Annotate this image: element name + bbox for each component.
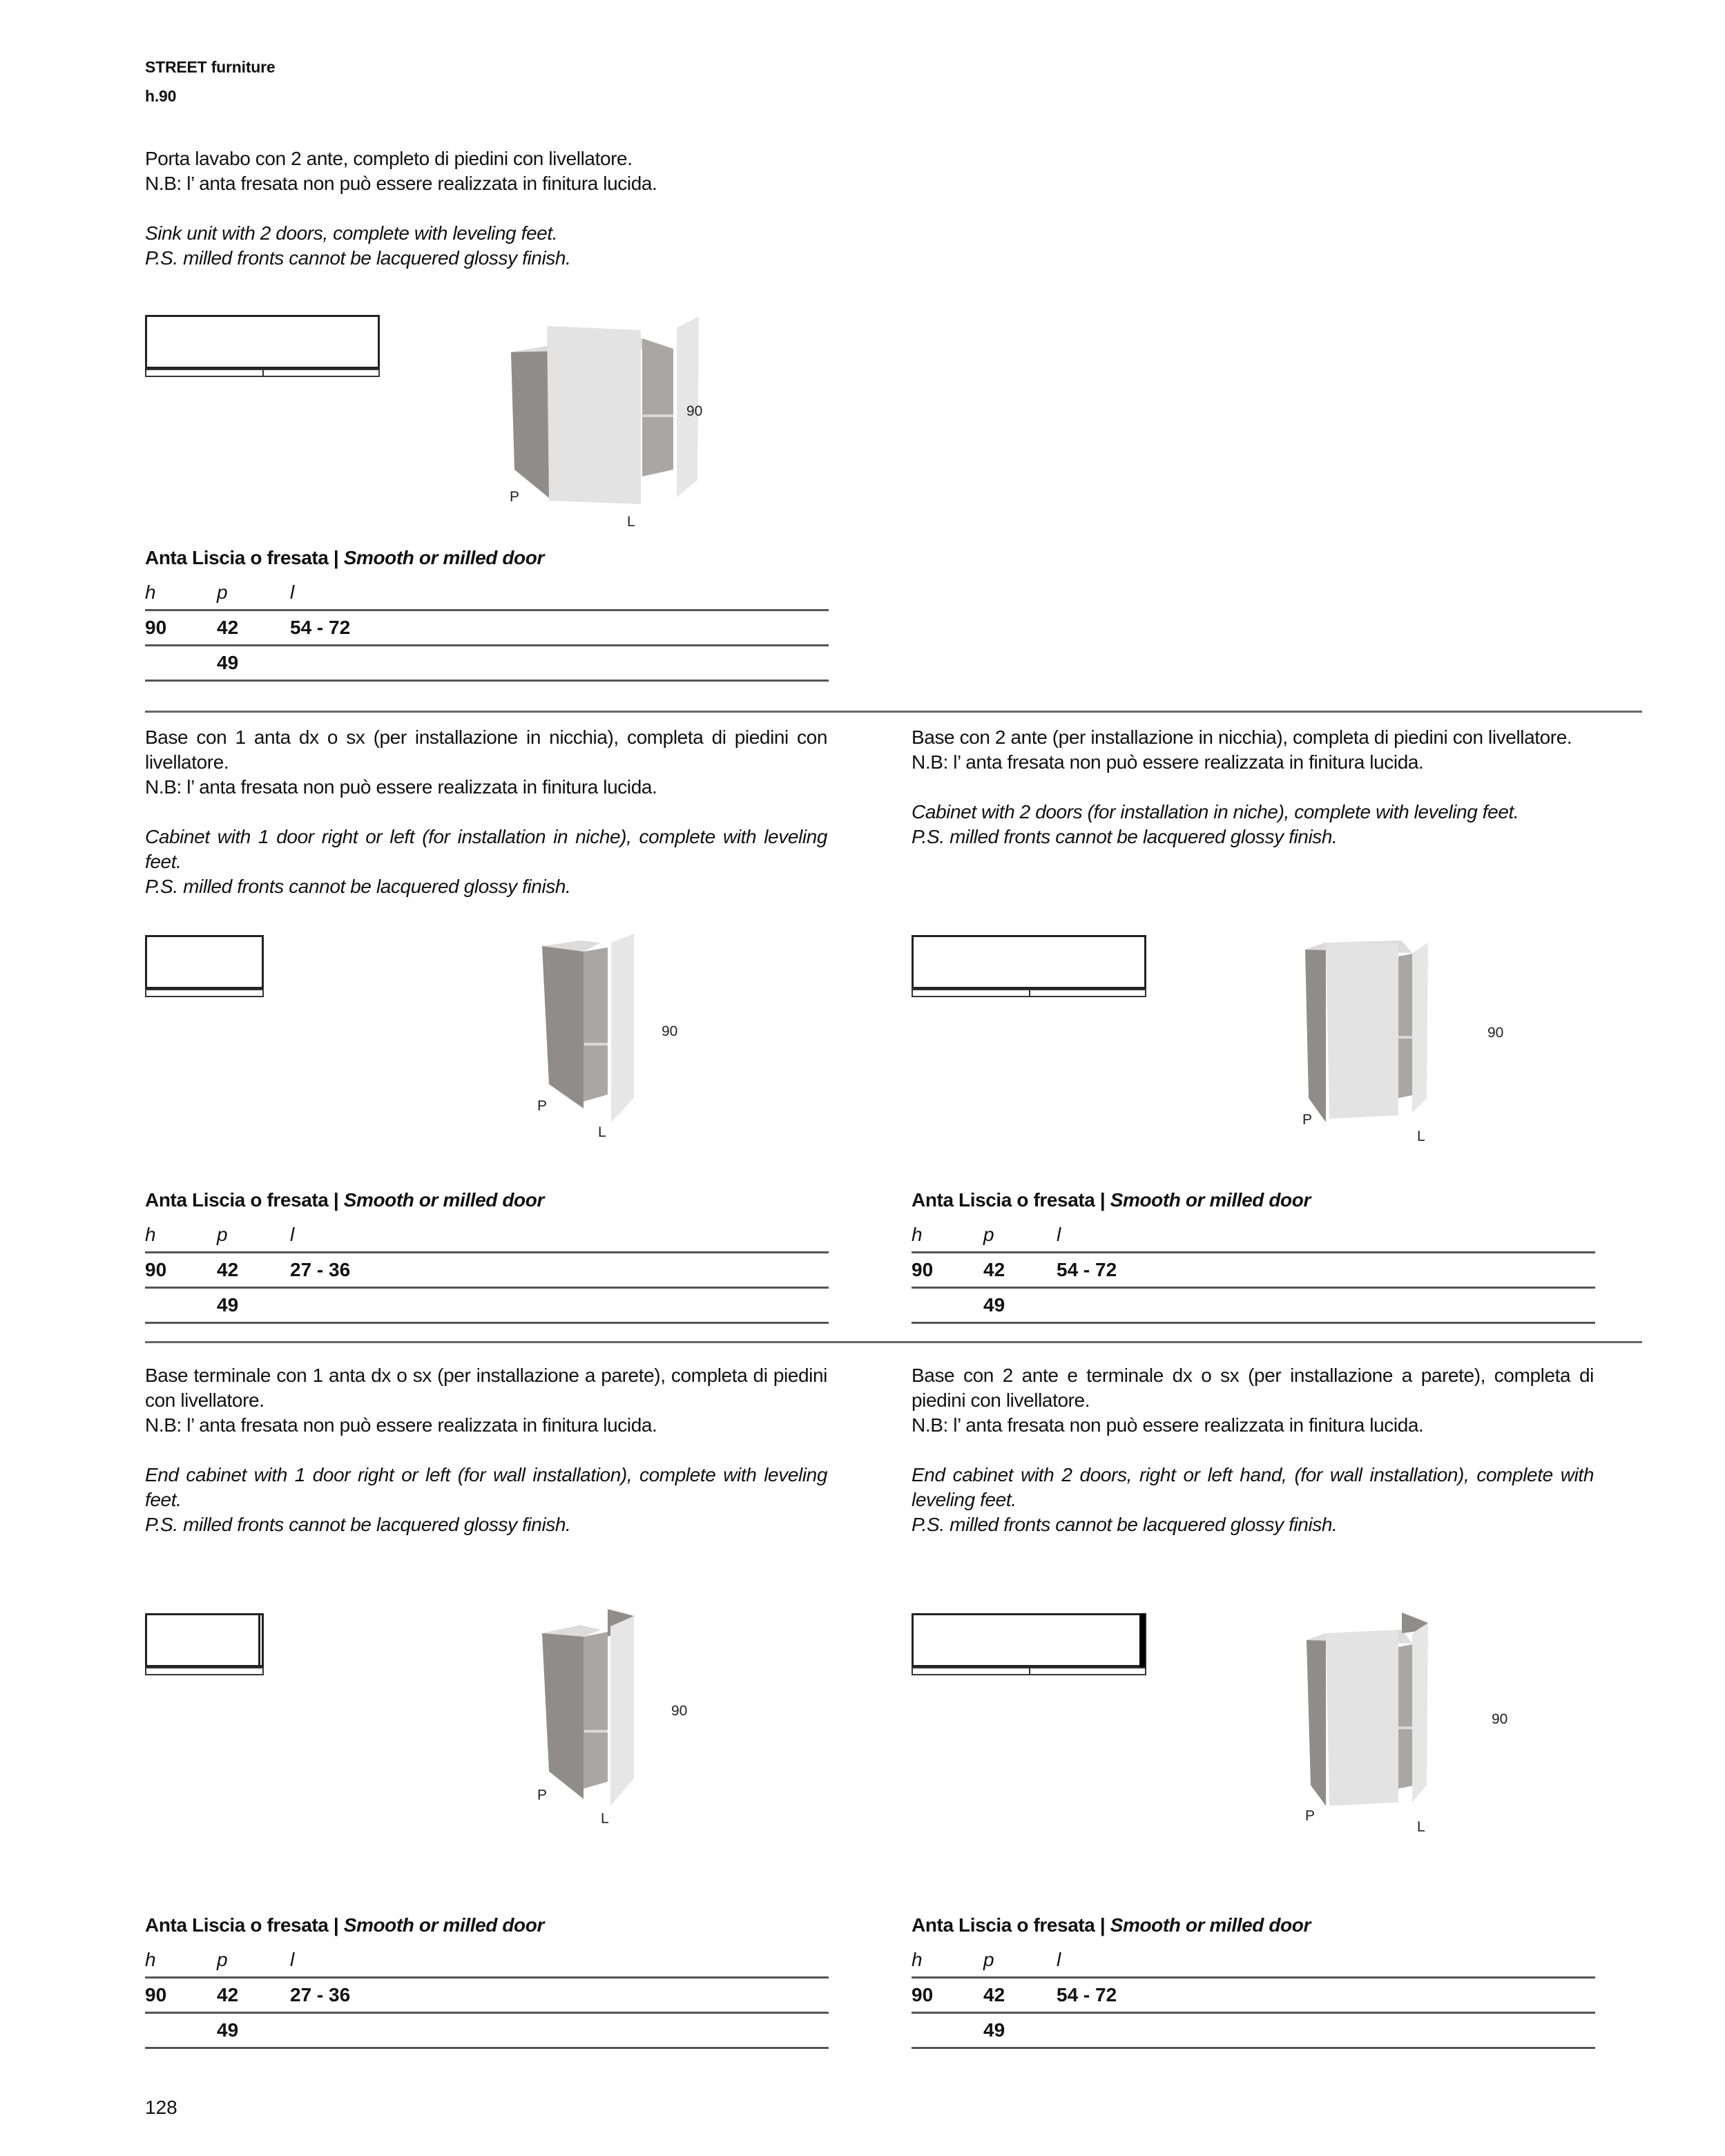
- cell-p: 49: [983, 2013, 1057, 2048]
- header-l: l: [290, 576, 829, 610]
- cell-p: 49: [217, 1288, 290, 1323]
- title-separator: |: [328, 1914, 344, 1936]
- plan-top: [145, 935, 264, 989]
- cell-l: [290, 646, 829, 681]
- dimensions-table: [145, 576, 829, 682]
- door-title-en: Smooth or milled door: [1110, 1189, 1311, 1211]
- cell-l: 27 - 36: [290, 1978, 829, 2013]
- cell-h: 90: [145, 610, 217, 646]
- plan-top: [145, 1613, 264, 1667]
- end-cabinet-2-doors-illustration: [1298, 1606, 1478, 1820]
- door-type-title: [912, 1914, 1311, 1936]
- header-l: l: [1057, 1943, 1595, 1978]
- cell-p: 42: [217, 1253, 290, 1288]
- door-title-en: Smooth or milled door: [1110, 1914, 1311, 1936]
- description-en-note: P.S. milled fronts cannot be lacquered glossy finish.: [145, 1514, 571, 1535]
- cell-p: 42: [983, 1978, 1057, 2013]
- dimension-depth: P: [1305, 1808, 1316, 1824]
- cell-h: 90: [912, 1978, 983, 2013]
- height-label: h.90: [145, 87, 177, 105]
- header-p: p: [217, 1218, 290, 1253]
- dimension-depth: P: [537, 1787, 548, 1803]
- dimension-height: 90: [686, 403, 703, 419]
- header-h: h: [912, 1218, 983, 1253]
- header-l: l: [290, 1218, 829, 1253]
- title-separator: |: [1095, 1914, 1110, 1936]
- cabinet-2-doors-illustration: [1298, 932, 1478, 1133]
- description-en-note: P.S. milled fronts cannot be lacquered glossy finish.: [912, 826, 1338, 847]
- cell-h: 90: [145, 1253, 217, 1288]
- table-row: [145, 646, 829, 681]
- dimension-width: L: [627, 514, 635, 530]
- cell-h: [145, 1288, 217, 1323]
- plan-door: [145, 989, 264, 997]
- table-row: [912, 1288, 1595, 1323]
- dimensions-table: [145, 1218, 829, 1324]
- door-title-it: Anta Liscia o fresata: [145, 1914, 329, 1936]
- description-it-note: N.B: l’ anta fresata non può essere realizzata in finitura lucida.: [912, 751, 1424, 773]
- cell-h: 90: [145, 1978, 217, 2013]
- plan-door-right: [262, 369, 380, 377]
- description-en-line: Cabinet with 1 door right or left (for installation in niche), complete with leveling feet.: [145, 826, 827, 872]
- table-row: [912, 2013, 1595, 2048]
- dimensions-table: [145, 1943, 829, 2049]
- dimension-depth: P: [537, 1098, 548, 1114]
- cabinet-1-door-illustration: [539, 932, 677, 1133]
- cell-l: [1057, 2013, 1595, 2048]
- header-p: p: [217, 1943, 290, 1978]
- header-h: h: [145, 1218, 217, 1253]
- description-en-line: Sink unit with 2 doors, complete with leveling feet.: [145, 222, 558, 244]
- plan-door-left: [912, 989, 1030, 997]
- dimensions-table: [912, 1943, 1595, 2049]
- plan-door-left: [912, 1667, 1030, 1675]
- description-en-line: Cabinet with 2 doors (for installation in niche), complete with leveling feet.: [912, 801, 1519, 822]
- door-title-it: Anta Liscia o fresata: [912, 1914, 1095, 1936]
- cell-p: 42: [217, 610, 290, 646]
- section-divider: [145, 1341, 1642, 1343]
- dimension-depth: P: [1302, 1112, 1313, 1128]
- door-type-title: [145, 1914, 544, 1936]
- plan-top: [145, 315, 380, 369]
- cell-l: [1057, 1288, 1595, 1323]
- cell-h: [145, 2013, 217, 2048]
- cell-l: 54 - 72: [1057, 1978, 1595, 2013]
- title-separator: |: [328, 547, 344, 568]
- dimension-width: L: [1417, 1128, 1425, 1144]
- table-row: [145, 2013, 829, 2048]
- description-it-note: N.B: l’ anta fresata non può essere realizzata in finitura lucida.: [145, 776, 657, 798]
- plan-top: [912, 935, 1146, 989]
- dimension-height: 90: [1492, 1711, 1508, 1727]
- description-en-line: End cabinet with 1 door right or left (for wall installation), complete with leveling feet.: [145, 1464, 827, 1510]
- header-h: h: [145, 576, 217, 610]
- plan-end-panel: [258, 1613, 260, 1667]
- cell-p: 49: [217, 646, 290, 681]
- table-row: [145, 1978, 829, 2013]
- dimension-width: L: [1417, 1819, 1425, 1835]
- door-type-title: [145, 547, 544, 569]
- header-p: p: [983, 1943, 1057, 1978]
- door-title-it: Anta Liscia o fresata: [912, 1189, 1095, 1211]
- cell-h: [912, 2013, 983, 2048]
- header-l: l: [290, 1943, 829, 1978]
- product-description: [145, 146, 836, 271]
- dimension-width: L: [601, 1811, 609, 1827]
- description-it-line: Base con 2 ante (per installazione in nicchia), completa di piedini con livellatore.: [912, 726, 1572, 748]
- description-en-note: P.S. milled fronts cannot be lacquered glossy finish.: [145, 876, 571, 897]
- cell-h: [912, 1288, 983, 1323]
- header-h: h: [145, 1943, 217, 1978]
- page-number: 128: [145, 2097, 177, 2118]
- table-row: [912, 1253, 1595, 1288]
- cell-l: 27 - 36: [290, 1253, 829, 1288]
- table-row: [912, 1978, 1595, 2013]
- plan-door-left: [145, 369, 264, 377]
- dimension-width: L: [598, 1124, 606, 1140]
- product-description: [912, 725, 1594, 849]
- plan-door-right: [1029, 989, 1146, 997]
- title-separator: |: [328, 1189, 344, 1211]
- cell-l: [290, 2013, 829, 2048]
- title-separator: |: [1095, 1189, 1110, 1211]
- collection-title: STREET furniture: [145, 58, 276, 76]
- cell-l: 54 - 72: [290, 610, 829, 646]
- cell-p: 42: [983, 1253, 1057, 1288]
- table-row: [145, 1253, 829, 1288]
- door-title-en: Smooth or milled door: [343, 547, 544, 568]
- description-it-line: Porta lavabo con 2 ante, completo di piedini con livellatore.: [145, 148, 633, 169]
- dimension-height: 90: [671, 1703, 688, 1719]
- description-en-note: P.S. milled fronts cannot be lacquered glossy finish.: [145, 247, 571, 269]
- cell-p: 42: [217, 1978, 290, 2013]
- description-it-line: Base con 1 anta dx o sx (per installazione in nicchia), completa di piedini con livellatore.: [145, 726, 827, 773]
- cell-l: 54 - 72: [1057, 1253, 1595, 1288]
- description-it-line: Base terminale con 1 anta dx o sx (per installazione a parete), completa di piedini con livellatore.: [145, 1365, 827, 1411]
- product-description: [912, 1363, 1594, 1537]
- door-type-title: [145, 1189, 544, 1211]
- plan-door: [145, 1667, 264, 1675]
- door-title-it: Anta Liscia o fresata: [145, 547, 329, 568]
- dimensions-table: [912, 1218, 1595, 1324]
- product-description: [145, 1363, 827, 1537]
- header-p: p: [983, 1218, 1057, 1253]
- description-en-note: P.S. milled fronts cannot be lacquered glossy finish.: [912, 1514, 1338, 1535]
- table-row: [145, 610, 829, 646]
- header-l: l: [1057, 1218, 1595, 1253]
- door-title-en: Smooth or milled door: [343, 1189, 544, 1211]
- description-it-note: N.B: l’ anta fresata non può essere realizzata in finitura lucida.: [145, 173, 657, 194]
- dimension-depth: P: [510, 489, 520, 505]
- plan-top: [912, 1613, 1146, 1667]
- plan-door-right: [1029, 1667, 1146, 1675]
- description-en-line: End cabinet with 2 doors, right or left hand, (for wall installation), complete with leveling feet.: [912, 1464, 1594, 1510]
- header-p: p: [217, 576, 290, 610]
- door-title-en: Smooth or milled door: [343, 1914, 544, 1936]
- cell-p: 49: [217, 2013, 290, 2048]
- plan-end-panel: [1139, 1613, 1145, 1667]
- section-divider: [145, 711, 1642, 713]
- description-it-note: N.B: l’ anta fresata non può essere realizzata in finitura lucida.: [145, 1414, 657, 1436]
- description-it-note: N.B: l’ anta fresata non può essere realizzata in finitura lucida.: [912, 1414, 1424, 1436]
- product-description: [145, 725, 827, 899]
- cell-h: [145, 646, 217, 681]
- cell-p: 49: [983, 1288, 1057, 1323]
- table-row: [145, 1288, 829, 1323]
- dimension-height: 90: [662, 1023, 678, 1039]
- door-type-title: [912, 1189, 1311, 1211]
- door-title-it: Anta Liscia o fresata: [145, 1189, 329, 1211]
- cell-h: 90: [912, 1253, 983, 1288]
- description-it-line: Base con 2 ante e terminale dx o sx (per installazione a parete), completa di piedini con livellatore.: [912, 1365, 1594, 1411]
- end-cabinet-1-door-illustration: [539, 1606, 677, 1820]
- dimension-height: 90: [1487, 1025, 1504, 1041]
- header-h: h: [912, 1943, 983, 1978]
- cell-l: [290, 1288, 829, 1323]
